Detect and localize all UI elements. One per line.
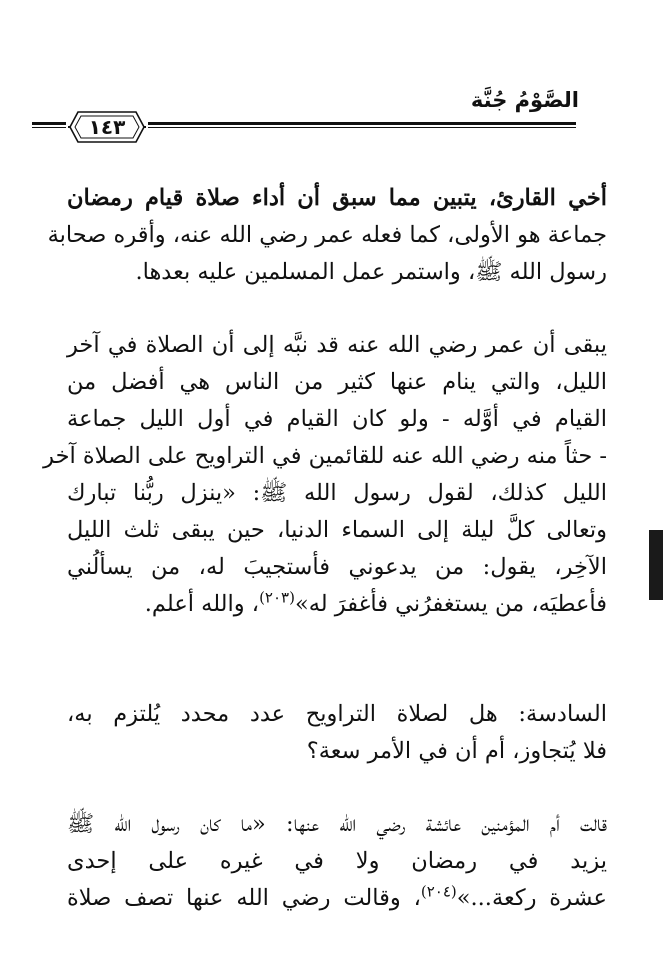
running-header-title: الصَّوْمُ جُنَّة <box>470 88 579 112</box>
text-line: يبقى أن عمر رضي الله عنه قد نبَّه إلى أن الصلاة في آخر <box>67 332 607 358</box>
closing-phrase: ، والله أعلم. <box>144 591 260 617</box>
text-line <box>67 880 607 917</box>
book-binding-shadow <box>649 530 663 600</box>
text-line: - حثاً منه رضي الله عنه للقائمين في التراويح على الصلاة آخر <box>43 443 607 469</box>
footnote-ref: (٢٠٤) <box>420 882 457 901</box>
header-rule-right <box>148 122 576 128</box>
text-line: الليل كذلك، لقول رسول الله ﷺ: «ينزل ربُّنا تبارك <box>67 480 607 506</box>
header-rule-left <box>32 122 66 128</box>
text-line <box>67 180 607 217</box>
text-line <box>67 586 607 623</box>
text-line: الليل، والتي ينام عنها كثير من الناس هي أفضل من <box>67 369 607 395</box>
footnote-ref: (٢٠٣) <box>259 588 295 607</box>
text-line: الآخِر، يقول: من يدعوني فأستجيبَ له، من يسألُني <box>67 554 607 580</box>
text-line: يزيد في رمضان ولا في غيره على إحدى <box>67 848 607 874</box>
text-line: جماعة هو الأولى، كما فعله عمر رضي الله عنه، وأقره صحابة <box>47 222 607 248</box>
paragraph-3 <box>67 696 607 770</box>
text-line-content: أخي القارئ، يتبين مما سبق أن أداء صلاة قيام رمضان <box>67 185 607 211</box>
paragraph-1 <box>47 180 607 291</box>
paragraph-4 <box>67 806 607 917</box>
text-line: قالت أم المؤمنين عائشة رضي الله عنها: «ما كان رسول الله ﷺ <box>67 811 607 837</box>
text-line: السادسة: هل لصلاة التراويح عدد محدد يُلتزم به، <box>67 701 607 727</box>
text-line: وتعالى كلَّ ليلة إلى السماء الدنيا، حين يبقى ثلث الليل <box>67 517 607 543</box>
hadith-end: فأعطيَه، من يستغفرُني فأغفرَ له» <box>294 591 607 617</box>
text-line: فلا يُتجاوز، أم أن في الأمر سعة؟ <box>306 738 607 764</box>
quote-end: عشرة ركعة...» <box>456 885 607 911</box>
page-number-frame <box>68 108 146 146</box>
text-line: القيام في أوَّله - ولو كان القيام في أول الليل جماعة <box>67 406 607 432</box>
text-line: رسول الله ﷺ، واستمر عمل المسلمين عليه بعدها. <box>135 259 607 285</box>
page-number: ١٤٣ <box>88 115 126 139</box>
continuation: ، وقالت رضي الله عنها تصف صلاة <box>67 885 421 911</box>
paragraph-2 <box>43 327 607 623</box>
